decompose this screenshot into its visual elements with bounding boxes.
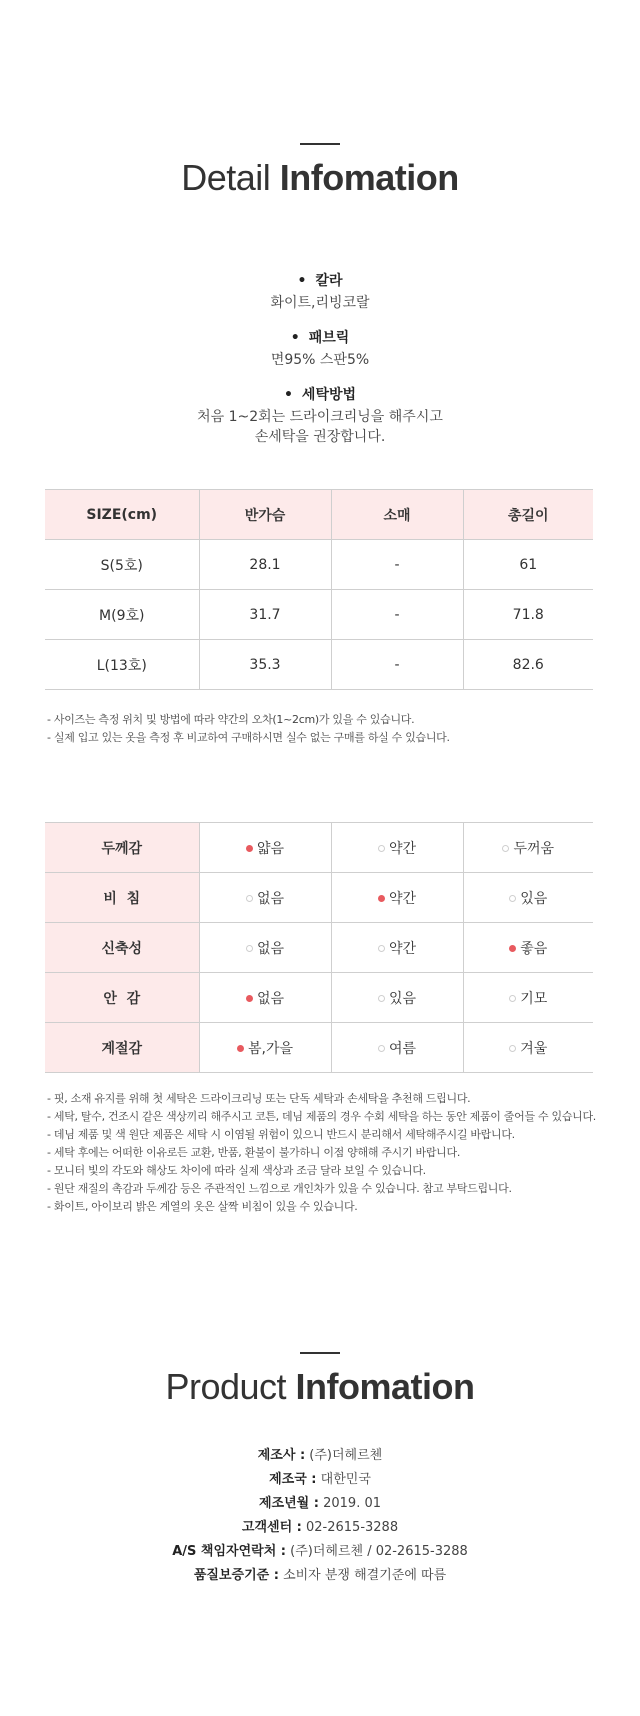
info-key: 제조사 : bbox=[257, 1448, 306, 1463]
selected-dot-icon bbox=[237, 1045, 244, 1052]
title-divider bbox=[300, 143, 340, 145]
option-label: 여름 bbox=[388, 1040, 417, 1057]
attribute-option bbox=[463, 1023, 593, 1073]
info-value: (주)더헤르첸 / 02-2615-3288 bbox=[290, 1544, 468, 1559]
header-chest: 반가슴 bbox=[199, 490, 331, 540]
sleeve-value: - bbox=[331, 640, 463, 690]
length-value: 71.8 bbox=[463, 590, 593, 640]
product-info-heading bbox=[0, 1352, 640, 1408]
size-label: L(13호) bbox=[45, 640, 199, 690]
length-value: 82.6 bbox=[463, 640, 593, 690]
chest-value: 35.3 bbox=[199, 640, 331, 690]
size-table bbox=[45, 489, 593, 690]
info-value: 02-2615-3288 bbox=[306, 1520, 399, 1535]
sleeve-value: - bbox=[331, 590, 463, 640]
care-note-line: - 세탁 후에는 어떠한 이유로든 교환, 반품, 환불이 불가하니 이점 양해해 주시기 바랍니다. bbox=[47, 1146, 461, 1159]
selected-dot-icon bbox=[246, 845, 253, 852]
header-sleeve: 소매 bbox=[331, 490, 463, 540]
care-note-line: - 모니터 빛의 각도와 해상도 차이에 따라 실제 색상과 조금 달라 보일 수 있습니다. bbox=[47, 1164, 426, 1177]
unselected-dot-icon bbox=[509, 995, 516, 1002]
option-label: 없음 bbox=[256, 990, 285, 1007]
table-row bbox=[45, 923, 593, 973]
care-note-line: - 데님 제품 및 색 원단 제품은 세탁 시 이염될 위험이 있으니 반드시 분리해서 세탁해주시길 바랍니다. bbox=[47, 1128, 515, 1141]
option-label: 기모 bbox=[520, 990, 548, 1007]
option-label: 없음 bbox=[256, 890, 285, 907]
product-title: Product Infomation bbox=[165, 1366, 475, 1407]
unselected-dot-icon bbox=[509, 895, 516, 902]
info-key: A/S 책임자연락처 : bbox=[172, 1544, 286, 1559]
unselected-dot-icon bbox=[502, 845, 509, 852]
info-key: 제조국 : bbox=[269, 1472, 317, 1487]
selected-dot-icon bbox=[378, 895, 385, 902]
option-label: 약간 bbox=[388, 940, 417, 957]
info-key: 제조년월 : bbox=[259, 1496, 319, 1511]
care-note-line: - 화이트, 아이보리 밝은 계열의 옷은 살짝 비침이 있을 수 있습니다. bbox=[47, 1200, 358, 1213]
table-row bbox=[45, 590, 593, 640]
option-label: 없음 bbox=[256, 940, 285, 957]
size-notes: - 사이즈는 측정 위치 및 방법에 따라 약간의 오차(1~2cm)가 있을 수 있습니다. - 실제 입고 있는 옷을 측정 후 비교하여 구매하시면 실수 없는 구매를 하실 수 있습니다. bbox=[47, 713, 450, 744]
option-label: 있음 bbox=[388, 990, 417, 1007]
spec-washing: • 세탁방법 처음 1~2회는 드라이크리닝을 해주시고 손세탁을 권장합니다. bbox=[0, 384, 640, 447]
attribute-label: 신축성 bbox=[45, 923, 199, 973]
table-row bbox=[45, 873, 593, 923]
size-table-header bbox=[45, 490, 593, 540]
unselected-dot-icon bbox=[378, 945, 385, 952]
product-info-row bbox=[0, 1468, 640, 1492]
product-info-row bbox=[0, 1540, 640, 1564]
info-value: 소비자 분쟁 해결기준에 따름 bbox=[283, 1568, 447, 1583]
detail-title: Detail Infomation bbox=[181, 157, 459, 198]
product-info-row bbox=[0, 1516, 640, 1540]
option-label: 두꺼움 bbox=[513, 840, 555, 857]
unselected-dot-icon bbox=[509, 1045, 516, 1052]
option-label: 좋음 bbox=[520, 940, 548, 957]
unselected-dot-icon bbox=[378, 1045, 385, 1052]
info-key: 고객센터 : bbox=[241, 1520, 302, 1535]
table-row bbox=[45, 640, 593, 690]
unselected-dot-icon bbox=[378, 995, 385, 1002]
attribute-label: 안 감 bbox=[45, 973, 199, 1023]
attribute-option bbox=[463, 823, 593, 873]
unselected-dot-icon bbox=[378, 845, 385, 852]
option-label: 약간 bbox=[388, 890, 417, 907]
attribute-option bbox=[199, 973, 331, 1023]
product-info-row bbox=[0, 1492, 640, 1516]
option-label: 약간 bbox=[388, 840, 417, 857]
spec-color: • 칼라 화이트,리빙코랄 bbox=[0, 270, 640, 313]
attribute-option bbox=[331, 1023, 463, 1073]
table-row bbox=[45, 973, 593, 1023]
option-label: 있음 bbox=[520, 890, 548, 907]
spec-fabric: • 패브릭 면95% 스판5% bbox=[0, 327, 640, 370]
length-value: 61 bbox=[463, 540, 593, 590]
info-key: 품질보증기준 : bbox=[193, 1568, 279, 1583]
unselected-dot-icon bbox=[246, 945, 253, 952]
care-note-line: - 세탁, 탈수, 건조시 같은 색상끼리 해주시고 코튼, 데님 제품의 경우 수회 세탁을 하는 동안 제품이 줄어들 수 있습니다. bbox=[47, 1110, 596, 1123]
title-divider bbox=[300, 1352, 340, 1354]
attribute-option bbox=[331, 973, 463, 1023]
attribute-option bbox=[463, 973, 593, 1023]
care-notes bbox=[47, 1090, 607, 1216]
product-info-row bbox=[0, 1444, 640, 1468]
attribute-label: 두께감 bbox=[45, 823, 199, 873]
attribute-option bbox=[331, 873, 463, 923]
size-label: M(9호) bbox=[45, 590, 199, 640]
sleeve-value: - bbox=[331, 540, 463, 590]
option-label: 얇음 bbox=[256, 840, 285, 857]
attribute-option bbox=[463, 873, 593, 923]
info-value: (주)더헤르첸 bbox=[309, 1448, 383, 1463]
selected-dot-icon bbox=[509, 945, 516, 952]
info-value: 2019. 01 bbox=[323, 1496, 381, 1511]
table-row bbox=[45, 540, 593, 590]
header-length: 총길이 bbox=[463, 490, 593, 540]
chest-value: 28.1 bbox=[199, 540, 331, 590]
attribute-option bbox=[331, 923, 463, 973]
selected-dot-icon bbox=[246, 995, 253, 1002]
chest-value: 31.7 bbox=[199, 590, 331, 640]
size-label: S(5호) bbox=[45, 540, 199, 590]
option-label: 봄,가을 bbox=[247, 1040, 294, 1057]
care-note-line: - 핏, 소재 유지를 위해 첫 세탁은 드라이크리닝 또는 단독 세탁과 손세탁을 추천해 드립니다. bbox=[47, 1092, 471, 1105]
header-size: SIZE(cm) bbox=[45, 490, 199, 540]
info-value: 대한민국 bbox=[320, 1472, 371, 1487]
attribute-table bbox=[45, 822, 593, 1073]
attribute-option bbox=[199, 1023, 331, 1073]
attribute-option bbox=[199, 923, 331, 973]
care-note-line: - 원단 재질의 촉감과 두께감 등은 주관적인 느낌으로 개인차가 있을 수 있습니다. 참고 부탁드립니다. bbox=[47, 1182, 512, 1195]
attribute-label: 비 침 bbox=[45, 873, 199, 923]
detail-info-heading bbox=[0, 143, 640, 199]
attribute-option bbox=[199, 823, 331, 873]
option-label: 겨울 bbox=[520, 1040, 548, 1057]
table-row bbox=[45, 1023, 593, 1073]
table-row bbox=[45, 823, 593, 873]
unselected-dot-icon bbox=[246, 895, 253, 902]
attribute-label: 계절감 bbox=[45, 1023, 199, 1073]
product-info-list bbox=[0, 1444, 640, 1588]
attribute-option bbox=[199, 873, 331, 923]
attribute-option bbox=[331, 823, 463, 873]
product-info-row bbox=[0, 1564, 640, 1588]
attribute-option bbox=[463, 923, 593, 973]
